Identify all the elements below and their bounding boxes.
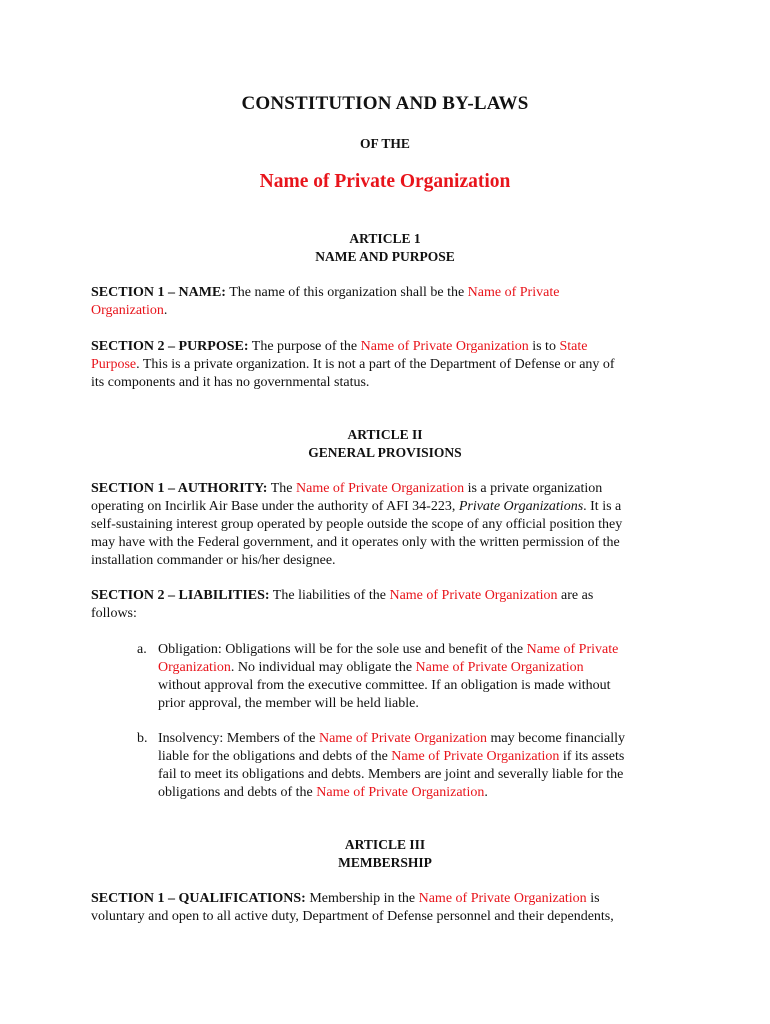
section-label: SECTION 2 – PURPOSE: bbox=[91, 339, 249, 354]
article-2-section-2: SECTION 2 – LIABILITIES: The liabilities of the Name of Private Organization are as follows: bbox=[91, 588, 594, 621]
placeholder-text: Name of Private Organization bbox=[360, 339, 529, 354]
reference-title: Private Organizations bbox=[458, 499, 584, 514]
list-marker: b. bbox=[137, 731, 148, 746]
article-1-section-2: SECTION 2 – PURPOSE: The purpose of the Name of Private Organization is to State Purpose. This is a private organization. It is not a part of the Department of Defense or any of its components and it has no governmental status. bbox=[91, 339, 615, 390]
article-title: GENERAL PROVISIONS bbox=[308, 445, 462, 460]
article-2-section-1: SECTION 1 – AUTHORITY: The Name of Private Organization is a private organization operating on Incirlik Air Base under the authority of AFI 34-223, Private Organizations. It is a self-sustaining interest group operated by people outside the scope of any official position they may have with the Federal government, and it operates only with the written permission of the installation commander or his/her designee. bbox=[91, 481, 623, 568]
article-1-section-1: SECTION 1 – NAME: The name of this organization shall be the Name of Private Organization. bbox=[91, 285, 560, 318]
list-marker: a. bbox=[137, 642, 147, 657]
article-number: ARTICLE II bbox=[347, 427, 423, 442]
document-page: CONSTITUTION AND BY-LAWS OF THE Name of Private Organization ARTICLE 1 NAME AND PURPOSE SECTION 1 – NAME: The name of this organization shall be the Name of Private Organization. SECTION 2 – PURPOSE: The purpose of the Name of Private Organization is to State Purpose. This is a private organization. It is not a part of the Department of Defense or any of its components and it has no governmental status. ARTICLE II GENERAL PROVISIONS SECTION 1 – AUTHORITY: The Name of Private Organization is a private organization operating on Incirlik Air Base under the authority of AFI 34-223, Private Organizations. It is a self-sustaining interest group operated by people outside the scope of any official position they may have with the Federal government, and it operates only with the written permission of the installation commander or his/her designee. SECTION 2 – LIABILITIES: The liabilities of the Name of Private Organization are as follows: a. Obligation: Obligations will be for the sole use and benefit of the Name of Private Organization. No individual may obligate the Name of Private Organization without approval from the executive committee. If an obligation is made without prior approval, the member will be held liable. b. Insolvency: Members of the Name of Private Organization may become financially liable for the obligations and debts of the Name of Private Organization if its assets fail to meet its obligations and debts. Members are joint and severally liable for the obligations and debts of the Name of Private Organization. ARTICLE III MEMBERSHIP SECTION 1 – QUALIFICATIONS: Membership in the Name of Private Organization is voluntary and open to all active duty, Department of Defense personnel and their dependents, bbox=[0, 0, 770, 1024]
placeholder-text: Name of Private bbox=[526, 642, 619, 657]
placeholder-text: Name of Private Organization bbox=[296, 481, 465, 496]
article-3-section-1: SECTION 1 – QUALIFICATIONS: Membership in the Name of Private Organization is voluntary and open to all active duty, Department of Defense personnel and their dependents, bbox=[91, 891, 614, 924]
article-number: ARTICLE 1 bbox=[349, 231, 421, 246]
article-title: NAME AND PURPOSE bbox=[315, 249, 455, 264]
section-label: SECTION 1 – QUALIFICATIONS: bbox=[91, 891, 306, 906]
section-label: SECTION 2 – LIABILITIES: bbox=[91, 588, 270, 603]
placeholder-text: Name of Private Organization bbox=[391, 749, 560, 764]
placeholder-text: Name of Private Organization bbox=[418, 891, 587, 906]
placeholder-text: Name of Private Organization bbox=[415, 660, 584, 675]
placeholder-text: Name of Private Organization bbox=[389, 588, 558, 603]
placeholder-text: Purpose bbox=[91, 357, 137, 372]
placeholder-text: Name of Private Organization bbox=[316, 785, 485, 800]
organization-name-heading: Name of Private Organization bbox=[259, 171, 511, 192]
section-label: SECTION 1 – AUTHORITY: bbox=[91, 481, 268, 496]
article-3-heading bbox=[0, 836, 770, 872]
document-title: CONSTITUTION AND BY-LAWS bbox=[241, 93, 529, 114]
section-label: SECTION 1 – NAME: bbox=[91, 285, 226, 300]
placeholder-text: State bbox=[559, 339, 588, 354]
placeholder-text: Name of Private bbox=[467, 285, 560, 300]
article-2-heading bbox=[0, 426, 770, 462]
article-title: MEMBERSHIP bbox=[338, 855, 432, 870]
article-number: ARTICLE III bbox=[344, 837, 426, 852]
placeholder-text: Organization bbox=[158, 660, 231, 675]
document-subtitle: OF THE bbox=[360, 136, 410, 151]
placeholder-text: Organization bbox=[91, 303, 164, 318]
article-1-heading bbox=[0, 230, 770, 266]
placeholder-text: Name of Private Organization bbox=[318, 731, 488, 746]
